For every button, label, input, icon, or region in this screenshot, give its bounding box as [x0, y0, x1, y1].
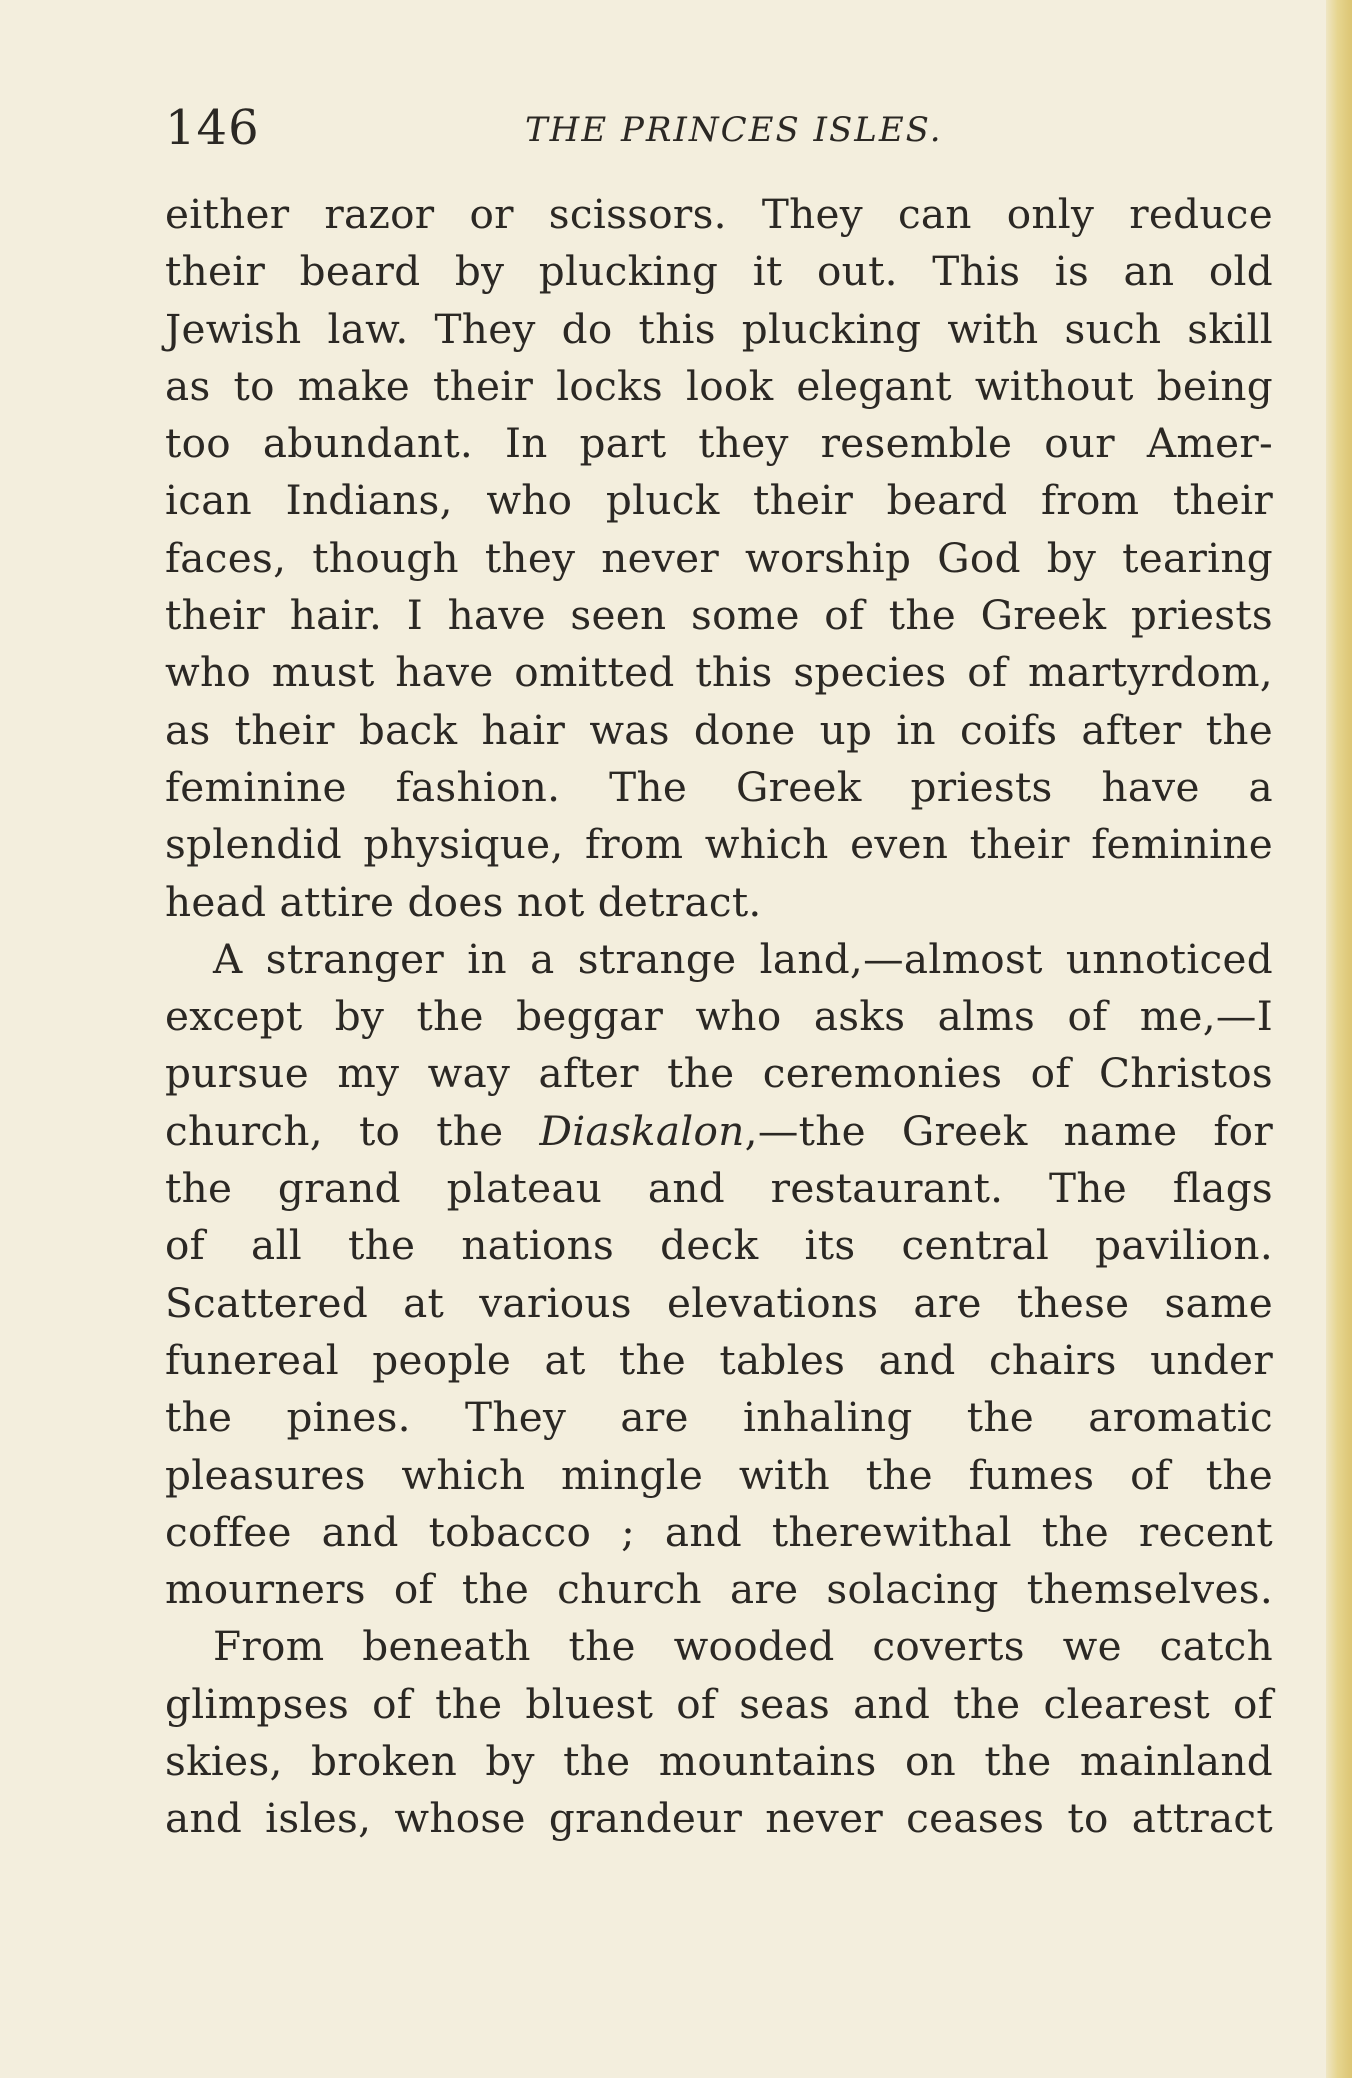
text-line: of all the nations deck its central pavilion. — [165, 1221, 1273, 1270]
text-line: From beneath the wooded coverts we catch — [213, 1622, 1273, 1671]
text-line-with-italic — [165, 1103, 1273, 1160]
running-head: THE PRINCES ISLES. — [525, 110, 943, 150]
text-line: funereal people at the tables and chairs under — [165, 1335, 1273, 1384]
text-line: splendid physique, from which even their feminine — [165, 820, 1273, 869]
text-line: as to make their locks look elegant without being — [165, 361, 1273, 410]
text-line: too abundant. In part they resemble our Amer- — [165, 419, 1273, 468]
text-line: pleasures which mingle with the fumes of the — [165, 1450, 1273, 1499]
text-line: either razor or scissors. They can only reduce — [165, 190, 1273, 238]
italic-term: Diaskalon — [539, 1106, 745, 1155]
text-line: pursue my way after the ceremonies of Christos — [165, 1049, 1273, 1098]
text-line: except by the beggar who asks alms of me,—I — [165, 992, 1273, 1041]
text-line: the pines. They are inhaling the aromatic — [165, 1393, 1273, 1442]
text-line: coffee and tobacco ; and therewithal the recent — [165, 1507, 1273, 1556]
text-line: as their back hair was done up in coifs after the — [165, 705, 1273, 754]
page-header — [165, 100, 1265, 160]
line-suffix: ,—the Greek name for — [744, 1106, 1273, 1155]
text-line: and isles, whose grandeur never ceases to attract — [165, 1794, 1273, 1843]
text-line: feminine fashion. The Greek priests have a — [165, 762, 1273, 811]
text-line: mourners of the church are solacing themselves. — [165, 1565, 1273, 1614]
text-line: head attire does not detract. — [165, 877, 762, 926]
text-line: their beard by plucking it out. This is an old — [165, 247, 1273, 296]
body-text — [165, 186, 1273, 1848]
text-line: who must have omitted this species of martyrdom, — [165, 648, 1273, 697]
text-line: ican Indians, who pluck their beard from their — [165, 476, 1273, 525]
text-line: faces, though they never worship God by tearing — [165, 533, 1273, 582]
text-line: A stranger in a strange land,—almost unnoticed — [213, 934, 1273, 983]
text-line: skies, broken by the mountains on the mainland — [165, 1737, 1273, 1786]
text-line: Scattered at various elevations are these same — [165, 1278, 1273, 1327]
text-line: Jewish law. They do this plucking with such skill — [165, 304, 1273, 353]
text-line: their hair. I have seen some of the Greek priests — [165, 591, 1273, 640]
page-edge — [1326, 0, 1352, 2078]
text-line: glimpses of the bluest of seas and the clearest of — [165, 1679, 1273, 1728]
page-number: 146 — [165, 100, 260, 156]
line-prefix: church, to the — [165, 1106, 540, 1155]
text-line: the grand plateau and restaurant. The flags — [165, 1164, 1273, 1213]
